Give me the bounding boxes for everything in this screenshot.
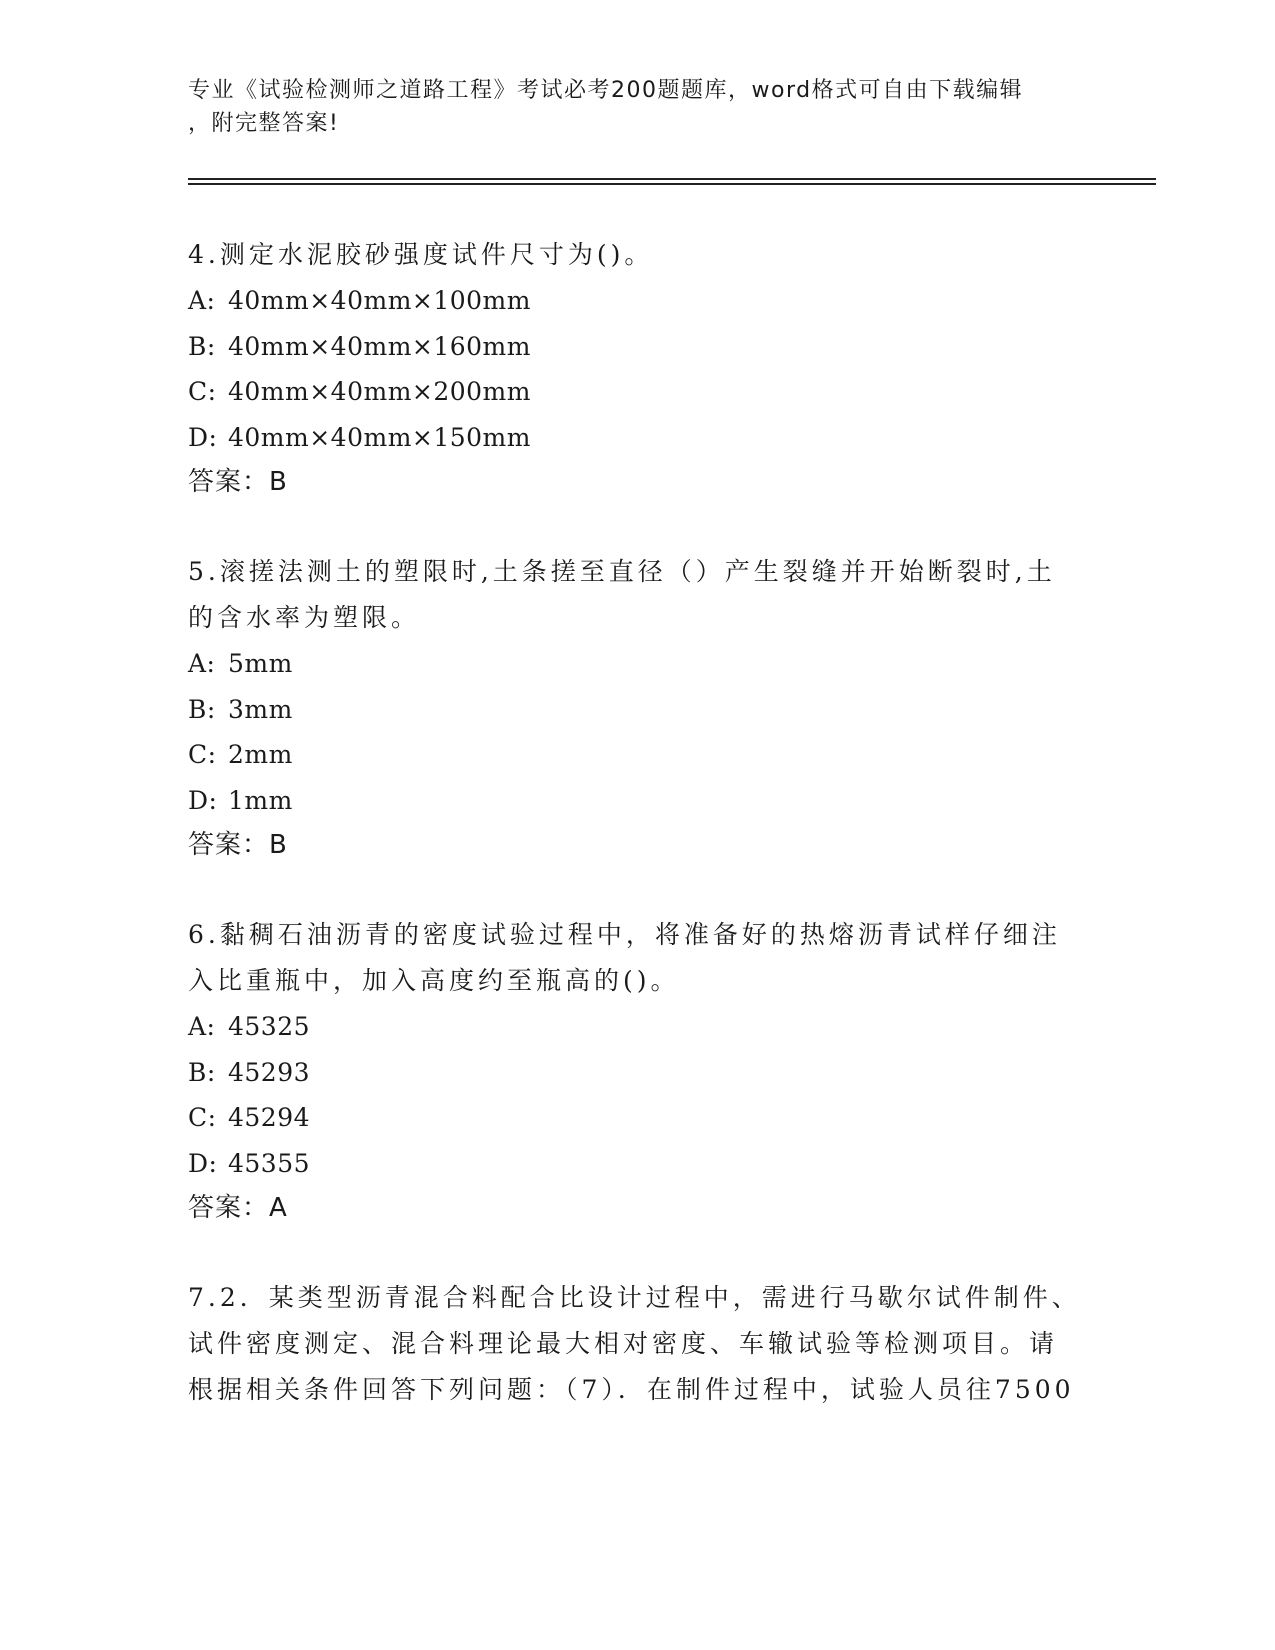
option-letter: A: (188, 286, 216, 315)
option-letter: C: (188, 740, 217, 769)
header-divider-top (188, 178, 1156, 180)
answer-line: 答案：B (188, 830, 288, 860)
question-list (188, 232, 1088, 1458)
question-stem-line: 7.2．某类型沥青混合料配合比设计过程中，需进行马歇尔试件制件、 (188, 1283, 1081, 1312)
option-text: 3mm (228, 694, 293, 724)
question-7 (188, 1275, 1088, 1413)
option-letter: D: (188, 422, 218, 452)
option-text: 45355 (228, 1148, 311, 1178)
option-a (188, 1004, 1088, 1050)
option-letter: A: (188, 649, 216, 678)
question-stem-line: 的含水率为塑限。 (188, 603, 421, 632)
question-6 (188, 912, 1088, 1230)
option-letter: B: (188, 1057, 216, 1087)
option-c (188, 732, 1088, 778)
option-text: 1mm (228, 785, 293, 815)
option-text: 2mm (228, 740, 293, 769)
option-text: 40mm×40mm×100mm (228, 286, 531, 315)
option-text: 40mm×40mm×160mm (228, 331, 531, 361)
question-5 (188, 549, 1088, 867)
option-d (188, 778, 1088, 824)
answer-line: 答案：B (188, 467, 288, 497)
option-c (188, 369, 1088, 415)
option-d (188, 1141, 1088, 1187)
option-text: 40mm×40mm×200mm (228, 377, 531, 406)
header-divider-bottom (188, 183, 1156, 185)
option-letter: C: (188, 377, 217, 406)
option-letter: C: (188, 1103, 217, 1132)
header-line-1: 专业《试验检测师之道路工程》考试必考200题题库，word格式可自由下载编辑 (188, 78, 1024, 103)
question-4 (188, 232, 1088, 504)
option-b (188, 1050, 1088, 1096)
question-stem-line: 根据相关条件回答下列问题：（7）．在制件过程中，试验人员往7500 (188, 1375, 1075, 1404)
option-text: 45325 (228, 1012, 311, 1041)
option-letter: B: (188, 694, 216, 724)
option-c (188, 1095, 1088, 1141)
header-line-2: ，附完整答案! (188, 111, 340, 136)
option-letter: B: (188, 331, 216, 361)
document-header (188, 74, 1088, 140)
question-stem-line: 6.黏稠石油沥青的密度试验过程中，将准备好的热熔沥青试样仔细注 (188, 920, 1061, 949)
option-text: 45293 (228, 1057, 311, 1087)
option-text: 40mm×40mm×150mm (228, 422, 531, 452)
option-a (188, 278, 1088, 324)
question-stem-line: 试件密度测定、混合料理论最大相对密度、车辙试验等检测项目。请 (188, 1329, 1059, 1358)
answer-line: 答案：A (188, 1193, 288, 1223)
option-a (188, 641, 1088, 687)
option-text: 45294 (228, 1103, 311, 1132)
option-text: 5mm (228, 649, 293, 678)
option-b (188, 687, 1088, 733)
option-letter: D: (188, 1148, 218, 1178)
option-letter: A: (188, 1012, 216, 1041)
option-letter: D: (188, 785, 218, 815)
question-stem-line: 5.滚搓法测土的塑限时,土条搓至直径（）产生裂缝并开始断裂时,土 (188, 557, 1056, 586)
option-b (188, 324, 1088, 370)
question-stem-line: 入比重瓶中，加入高度约至瓶高的()。 (188, 966, 680, 995)
question-stem-line: 4.测定水泥胶砂强度试件尺寸为()。 (188, 240, 654, 269)
option-d (188, 415, 1088, 461)
